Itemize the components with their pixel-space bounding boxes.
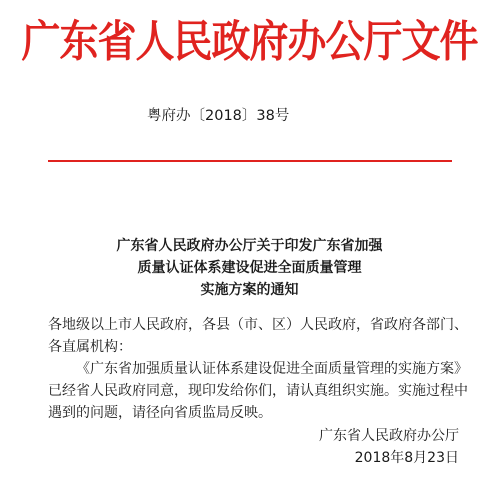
issue-date: 2018年8月23日 (354, 450, 459, 466)
notice-body (48, 314, 468, 424)
body-paragraph: 《广东省加强质量认证体系建设促进全面质量管理的实施方案》已经省人民政府同意，现印发给你们，请认真组织实施。实施过程中遇到的问题，请径向省质监局反映。 (48, 361, 468, 421)
red-divider-line (48, 160, 452, 162)
notice-title-line-3: 实施方案的通知 (200, 282, 299, 298)
document-header-title: 广东省人民政府办公厅文件 (21, 16, 478, 68)
document-number: 粤府办〔2018〕38号 (147, 108, 290, 124)
addressee-line: 各地级以上市人民政府，各县（市、区）人民政府，省政府各部门、各直属机构： (48, 317, 468, 355)
notice-title-line-1: 广东省人民政府办公厅关于印发广东省加强 (116, 238, 383, 254)
issuing-authority: 广东省人民政府办公厅 (319, 428, 459, 444)
notice-title-line-2: 质量认证体系建设促进全面质量管理 (137, 260, 362, 276)
notice-title (0, 235, 499, 301)
